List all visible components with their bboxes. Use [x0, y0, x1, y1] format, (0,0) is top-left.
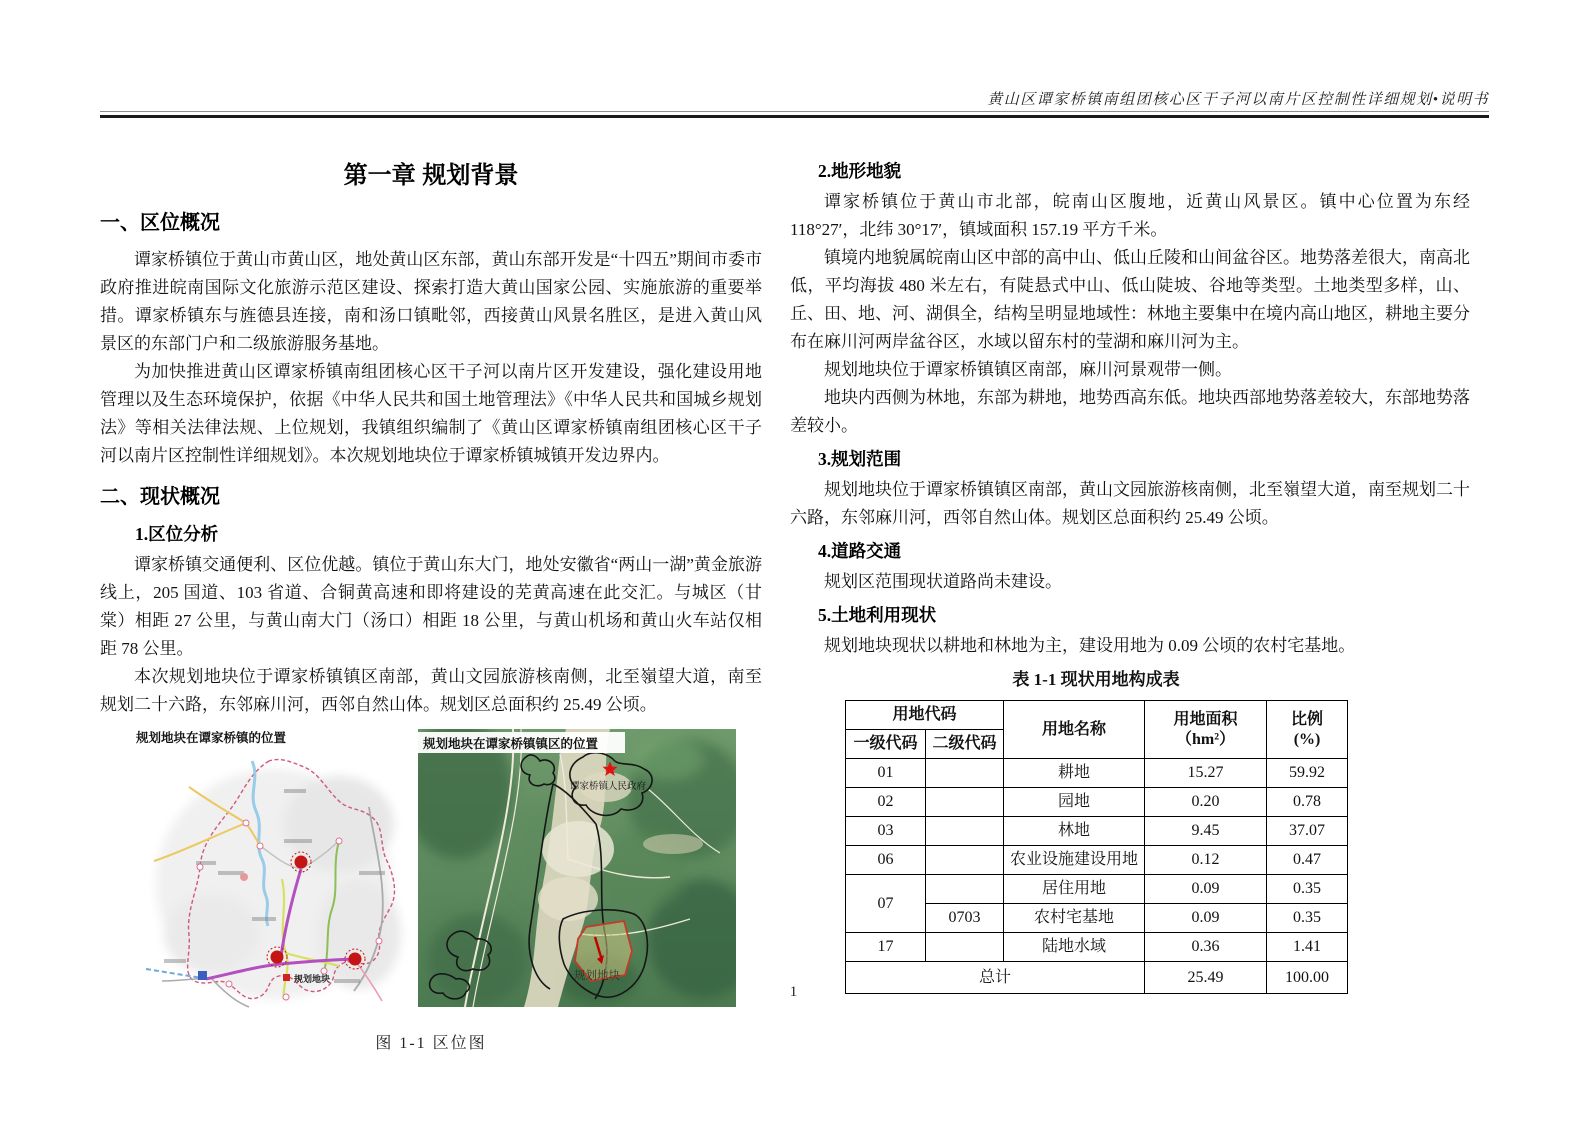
- page-number: 1: [789, 984, 798, 1000]
- col-header-area-line2: （hm²）: [1176, 730, 1236, 748]
- header-divider: [100, 111, 1489, 118]
- built-up-area: [542, 821, 614, 877]
- table-row: [846, 817, 1348, 846]
- cell-name: 林地: [1004, 817, 1145, 846]
- col-header-code-l2: 二级代码: [926, 730, 1004, 759]
- figure-caption: 图 1-1 区位图: [375, 1035, 487, 1052]
- table-row: [846, 759, 1348, 788]
- cell-name: 农业设施建设用地: [1004, 846, 1145, 875]
- paragraph: 谭家桥镇交通便利、区位优越。镇位于黄山东大门，地处安徽省“两山一湖”黄金旅游线上，205 国道、103 省道、合铜黄高速和即将建设的芜黄高速在此交汇。与城区（甘棠）相距 27 公里，与黄山南大门（汤口）相距 18 公里，与黄山机场和黄山火车站仅相距 78 公里。: [100, 555, 762, 658]
- cell-area: 0.20: [1145, 788, 1267, 817]
- paragraph: 地块内西侧为林地，东部为耕地，地势西高东低。地块西部地势落差较大，东部地势落差较小。: [790, 388, 1470, 435]
- satellite-plot-label: 规划地块: [574, 970, 620, 982]
- town-area-satellite-map: [418, 729, 736, 1016]
- subsection-heading-daolu: 4.道路交通: [818, 541, 902, 561]
- table-row: [846, 846, 1348, 875]
- cell-ratio: 0.35: [1267, 875, 1348, 904]
- table-title: 表 1-1 现状用地构成表: [1012, 670, 1180, 689]
- paragraph: 规划地块位于谭家桥镇镇区南部，麻川河景观带一侧。: [824, 360, 1232, 379]
- paragraph: 镇境内地貌属皖南山区中部的高中山、低山丘陵和山间盆谷区。地势落差很大，南高北低，平均海拔 480 米左右，有陡悬式中山、低山陡坡、谷地等类型。土地类型多样，山、丘、田、地、河、湖俱全，结构呈明显地域性：林地主要集中在境内高山地区，耕地主要分布在麻川河两岸盆谷区，水域以留东村的莹湖和麻川河为主。: [790, 248, 1470, 351]
- cell-ratio: 0.78: [1267, 788, 1348, 817]
- table-row: [846, 788, 1348, 817]
- paragraph: 本次规划地块位于谭家桥镇镇区南部，黄山文园旅游核南侧，北至嶺望大道，南至规划二十六路，东邻麻川河，西邻自然山体。规划区总面积约 25.49 公顷。: [100, 667, 762, 714]
- cell-code-l2: [926, 875, 1004, 904]
- paragraph: 规划地块位于谭家桥镇镇区南部，黄山文园旅游核南侧，北至嶺望大道，南至规划二十六路，东邻麻川河，西邻自然山体。规划区总面积约 25.49 公顷。: [790, 480, 1470, 527]
- running-header: 黄山区谭家桥镇南组团核心区干子河以南片区控制性详细规划•说明书: [987, 92, 1489, 108]
- section-heading-quwei: 一、区位概况: [100, 212, 220, 234]
- subsection-heading-tudi: 5.土地利用现状: [818, 605, 937, 625]
- cell-area: 0.12: [1145, 846, 1267, 875]
- cell-name: 园地: [1004, 788, 1145, 817]
- cell-code-l2: [926, 759, 1004, 788]
- cell-code-l1: 02: [846, 788, 926, 817]
- col-header-ratio-line1: 比例: [1291, 710, 1324, 728]
- landuse-table-block: [845, 666, 1347, 994]
- figure-location-maps: [134, 729, 762, 1020]
- subsection-heading-quwei-fenxi: 1.区位分析: [135, 524, 219, 544]
- cell-name: 农村宅基地: [1004, 904, 1145, 933]
- right-column: [790, 152, 1470, 994]
- cell-ratio: 37.07: [1267, 817, 1348, 846]
- col-header-code-l1: 一级代码: [846, 730, 926, 759]
- cell-total-area: 25.49: [1145, 962, 1267, 994]
- cell-ratio: 1.41: [1267, 933, 1348, 962]
- col-header-name: 用地名称: [1004, 701, 1145, 759]
- cell-code-l1: 07: [846, 875, 926, 933]
- table-row: [846, 933, 1348, 962]
- landuse-table: [845, 700, 1348, 994]
- town-location-map: [134, 729, 412, 1020]
- cell-name: 陆地水域: [1004, 933, 1145, 962]
- town-map-title: 规划地块在谭家桥镇的位置: [136, 731, 287, 745]
- section-heading-xianzhuang: 二、现状概况: [100, 486, 220, 508]
- cell-total-ratio: 100.00: [1267, 962, 1348, 994]
- table-row: [846, 875, 1348, 904]
- table-total-row: [846, 962, 1348, 994]
- cell-code-l1: 03: [846, 817, 926, 846]
- cell-area: 9.45: [1145, 817, 1267, 846]
- government-label: 谭家桥镇人民政府: [570, 781, 647, 792]
- cell-code-l2: [926, 933, 1004, 962]
- col-header-ratio-line2: (%): [1293, 730, 1321, 748]
- cell-name: 居住用地: [1004, 875, 1145, 904]
- town-location-map-drawing: [134, 729, 412, 1011]
- cell-area: 0.36: [1145, 933, 1267, 962]
- cell-code-l2: 0703: [926, 904, 1004, 933]
- paragraph: 为加快推进黄山区谭家桥镇南组团核心区干子河以南片区开发建设，强化建设用地管理以及生态环境保护，依据《中华人民共和国土地管理法》《中华人民共和国城乡规划法》等相关法律法规、上位规划，我镇组织编制了《黄山区谭家桥镇南组团核心区干子河以南片区控制性详细规划》。本次规划地块位于谭家桥镇城镇开发边界内。: [100, 362, 762, 465]
- cell-ratio: 59.92: [1267, 759, 1348, 788]
- cell-ratio: 0.35: [1267, 904, 1348, 933]
- cell-code-l2: [926, 788, 1004, 817]
- col-header-area: [1145, 701, 1267, 759]
- plot-marker: [283, 974, 290, 981]
- town-map-plot-label: 规划地块: [294, 974, 331, 984]
- paragraph: 规划区范围现状道路尚未建设。: [824, 572, 1062, 591]
- cell-area: 15.27: [1145, 759, 1267, 788]
- col-header-ratio: [1267, 701, 1348, 759]
- cell-code-l1: 01: [846, 759, 926, 788]
- cell-area: 0.09: [1145, 875, 1267, 904]
- satellite-map-title: 规划地块在谭家桥镇镇区的位置: [423, 737, 599, 751]
- paragraph: 规划地块现状以耕地和林地为主，建设用地为 0.09 公顷的农村宅基地。: [824, 636, 1356, 655]
- chapter-title: 第一章 规划背景: [343, 162, 519, 189]
- cell-code-l2: [926, 846, 1004, 875]
- left-column: [100, 160, 762, 1058]
- cell-code-l2: [926, 817, 1004, 846]
- paragraph: 谭家桥镇位于黄山市北部，皖南山区腹地，近黄山风景区。镇中心位置为东经 118°27′，北纬 30°17′，镇域面积 157.19 平方千米。: [790, 192, 1470, 239]
- station-marker: [198, 971, 207, 980]
- subsection-heading-dixing: 2.地形地貌: [818, 161, 902, 181]
- col-header-code-group: 用地代码: [846, 701, 1004, 730]
- cell-area: 0.09: [1145, 904, 1267, 933]
- subsection-heading-guihua-fanwei: 3.规划范围: [818, 449, 902, 469]
- cell-name: 耕地: [1004, 759, 1145, 788]
- cell-code-l1: 17: [846, 933, 926, 962]
- cell-code-l1: 06: [846, 846, 926, 875]
- cell-ratio: 0.47: [1267, 846, 1348, 875]
- cell-total-label: 总计: [846, 962, 1145, 994]
- satellite-map-drawing: [418, 729, 736, 1007]
- col-header-area-line1: 用地面积: [1173, 710, 1238, 728]
- paragraph: 谭家桥镇位于黄山市黄山区，地处黄山区东部，黄山东部开发是“十四五”期间市委市政府推进皖南国际文化旅游示范区建设、探索打造大黄山国家公园、实施旅游的重要举措。谭家桥镇东与旌德县连接，南和汤口镇毗邻，西接黄山风景名胜区，是进入黄山风景区的东部门户和二级旅游服务基地。: [100, 250, 762, 353]
